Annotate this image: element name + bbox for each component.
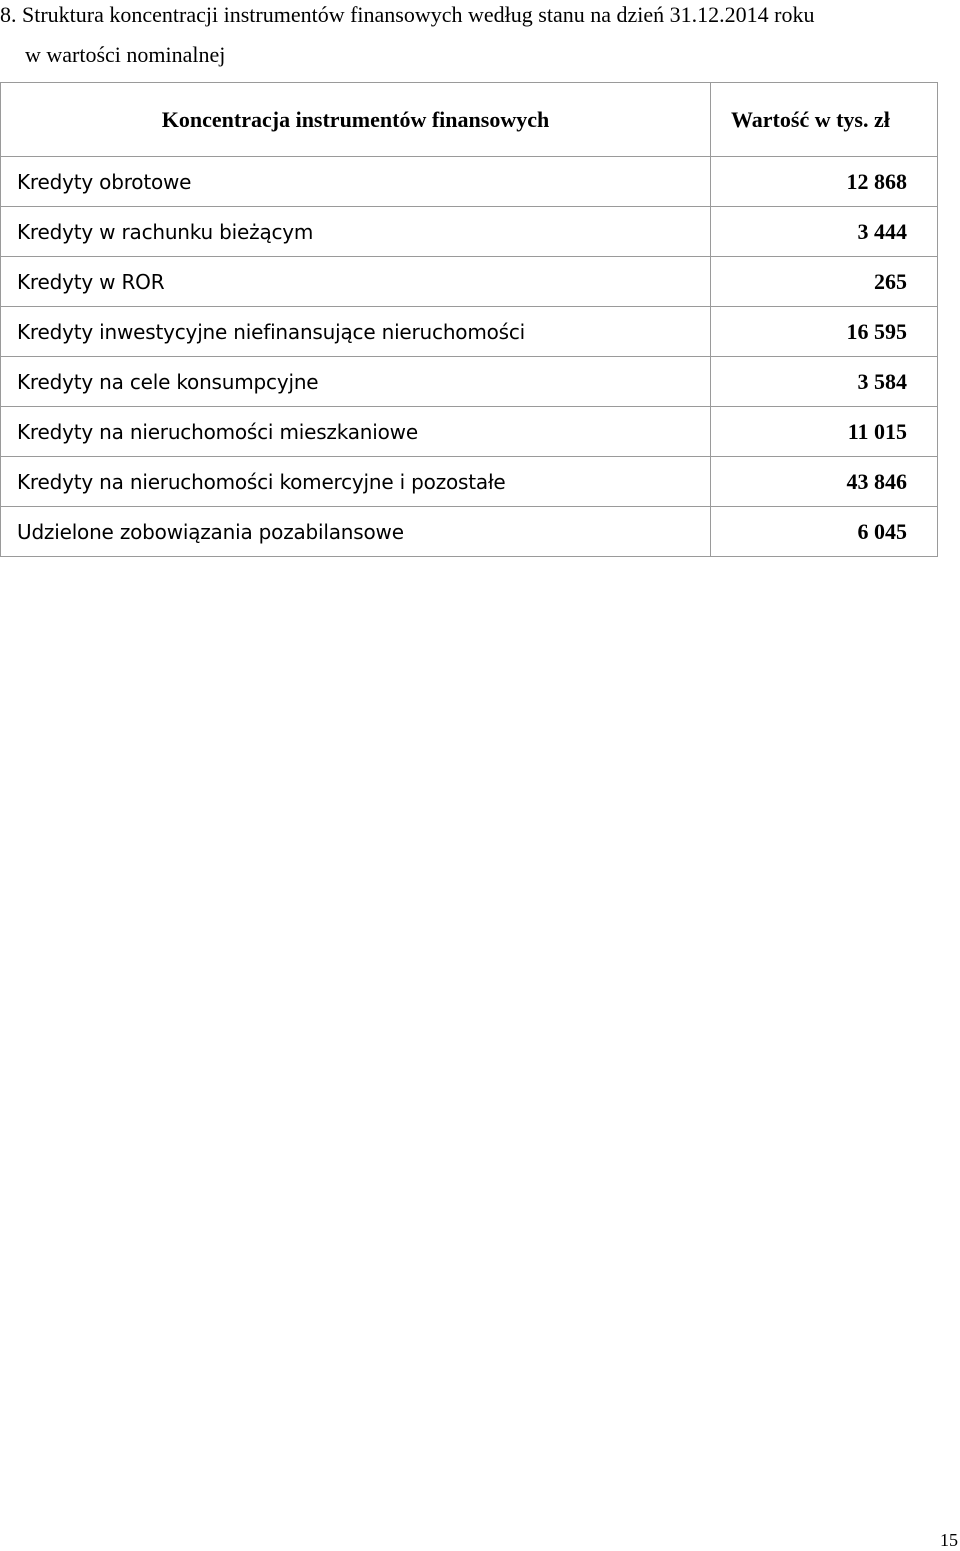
row-label: Kredyty na nieruchomości komercyjne i pozostałe — [1, 457, 711, 507]
row-value: 6 045 — [711, 507, 938, 557]
section-title-line-2: w wartości nominalnej — [25, 42, 226, 67]
row-label: Kredyty inwestycyjne niefinansujące nieruchomości — [1, 307, 711, 357]
table-row — [1, 307, 938, 357]
row-value: 3 444 — [711, 207, 938, 257]
column-header-value: Wartość w tys. zł — [711, 83, 938, 157]
row-value: 265 — [711, 257, 938, 307]
row-value: 11 015 — [711, 407, 938, 457]
table-row — [1, 457, 938, 507]
section-title-line-1: 8. Struktura koncentracji instrumentów finansowych według stanu na dzień 31.12.2014 roku — [0, 2, 815, 27]
table-row — [1, 257, 938, 307]
row-value: 16 595 — [711, 307, 938, 357]
table-row — [1, 357, 938, 407]
row-value: 12 868 — [711, 157, 938, 207]
row-value: 43 846 — [711, 457, 938, 507]
table-row — [1, 157, 938, 207]
table-row — [1, 207, 938, 257]
row-value: 3 584 — [711, 357, 938, 407]
row-label: Kredyty obrotowe — [1, 157, 711, 207]
row-label: Kredyty na nieruchomości mieszkaniowe — [1, 407, 711, 457]
table-header-row — [1, 83, 938, 157]
page-number: 15 — [940, 1530, 958, 1550]
concentration-table — [0, 82, 938, 557]
table-row — [1, 407, 938, 457]
row-label: Udzielone zobowiązania pozabilansowe — [1, 507, 711, 557]
row-label: Kredyty na cele konsumpcyjne — [1, 357, 711, 407]
table-row — [1, 507, 938, 557]
column-header-instrument: Koncentracja instrumentów finansowych — [1, 83, 711, 157]
row-label: Kredyty w rachunku bieżącym — [1, 207, 711, 257]
row-label: Kredyty w ROR — [1, 257, 711, 307]
